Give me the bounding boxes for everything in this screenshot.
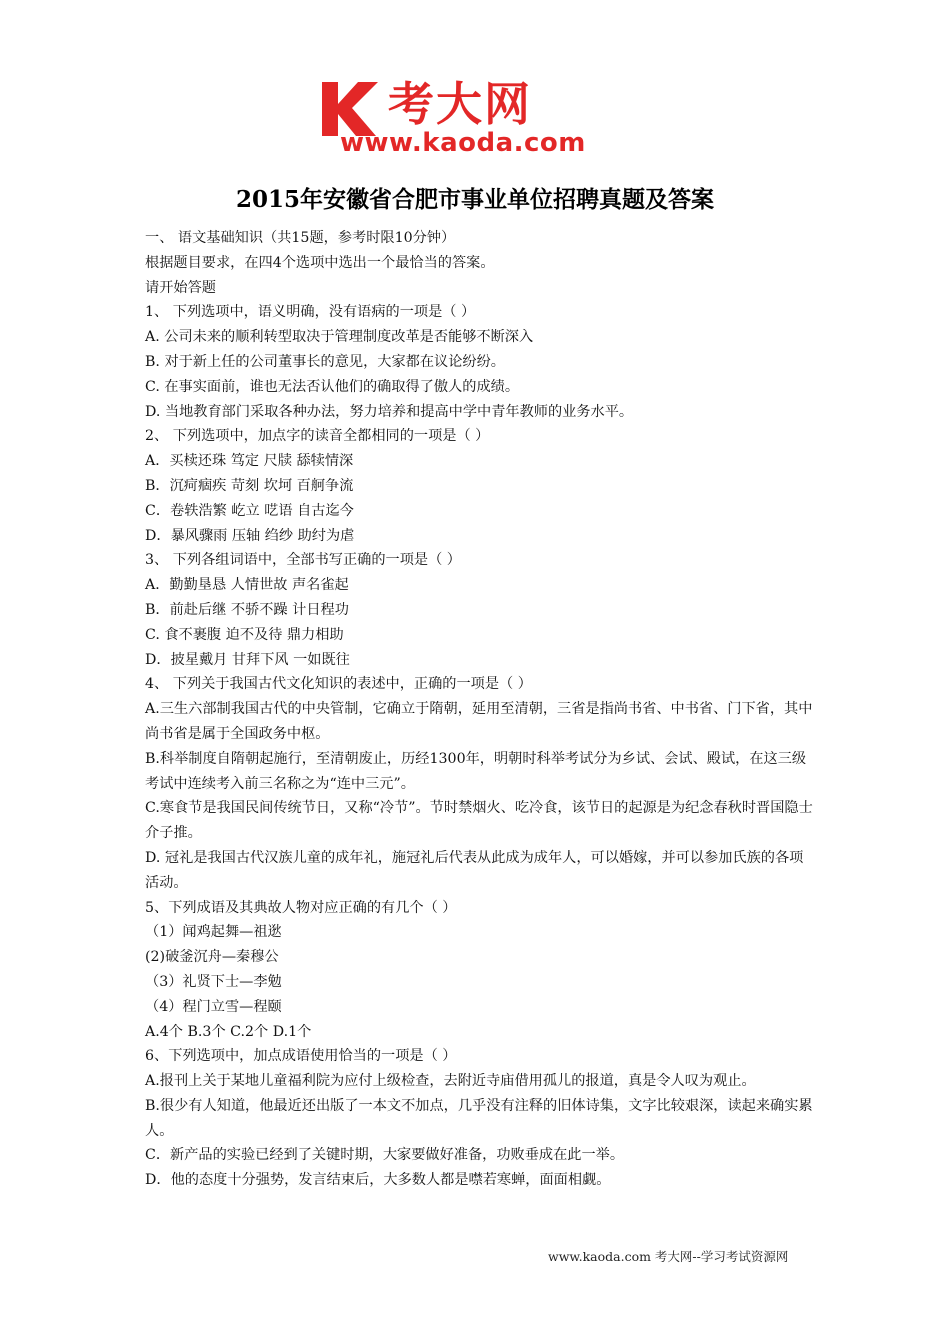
instruction-text: 根据题目要求，在四4个选项中选出一个最恰当的答案。 <box>145 254 495 271</box>
section-heading: 一、 语文基础知识（共15题，参考时限10分钟） <box>145 230 456 246</box>
option-text: （3）礼贤下士—李勉 <box>145 973 282 990</box>
footer-link[interactable]: www.kaoda.com 考大网--学习考试资源网 <box>548 1249 789 1264</box>
question-2: 2、 下列选项中，加点字的读音全都相同的一项是（ ） <box>145 428 490 445</box>
question-1: 1、 下列选项中，语义明确，没有语病的一项是（ ） <box>145 304 476 321</box>
option-text: B.科举制度自隋朝起施行，至清朝废止，历经1300年，明朝时科举考试分为乡试、会试、殿试，在这三级考试中连续考入前三名称之为“连中三元”。 <box>145 750 807 792</box>
instruction-text: 请开始答题 <box>145 279 216 296</box>
option-text: C. 食不裹腹 迫不及待 鼎力相助 <box>145 626 344 643</box>
exam-content <box>145 226 815 1193</box>
logo-url-text: www.kaoda.com <box>340 128 586 158</box>
option-text: A.报刊上关于某地儿童福利院为应付上级检查，去附近寺庙借用孤儿的报道，真是令人叹为观止。 <box>145 1073 756 1090</box>
question-3: 3、 下列各组词语中，全部书写正确的一项是（ ） <box>145 552 461 569</box>
option-text: D．他的态度十分强势，发言结束后，大多数人都是噤若寒蝉，面面相觑。 <box>145 1172 611 1189</box>
option-text: A．买椟还珠 笃定 尺牍 舔犊情深 <box>145 453 354 470</box>
option-text: A. 公司未来的顺利转型取决于管理制度改革是否能够不断深入 <box>145 329 534 346</box>
option-text: D．暴风骤雨 压轴 绉纱 助纣为虐 <box>145 527 355 544</box>
question-4: 4、 下列关于我国古代文化知识的表述中，正确的一项是（ ） <box>145 676 532 693</box>
option-text: (2)破釜沉舟—秦穆公 <box>145 949 279 966</box>
question-6: 6、下列选项中，加点成语使用恰当的一项是（ ） <box>145 1048 457 1065</box>
option-text: B．前赴后继 不骄不躁 计日程功 <box>145 601 349 618</box>
option-text: A.4个 B.3个 C.2个 D.1个 <box>145 1023 312 1040</box>
option-text: D．披星戴月 甘拜下风 一如既往 <box>145 651 350 668</box>
question-5: 5、下列成语及其典故人物对应正确的有几个（ ） <box>145 899 457 916</box>
page-title: 2015年安徽省合肥市事业单位招聘真题及答案 <box>235 186 714 213</box>
option-text: D. 当地教育部门采取各种办法，努力培养和提高中学中青年教师的业务水平。 <box>145 403 634 420</box>
option-text: （1）闻鸡起舞—祖逖 <box>145 924 282 941</box>
option-text: （4）程门立雪—程颐 <box>145 998 282 1015</box>
option-text: A.三生六部制我国古代的中央管制，它确立于隋朝，延用至清朝，三省是指尚书省、中书省、门下省，其中尚书省是属于全国政务中枢。 <box>145 701 813 742</box>
option-text: C.寒食节是我国民间传统节日，又称“冷节”。节时禁烟火、吃冷食，该节日的起源是为纪念春秋时晋国隐士介子推。 <box>145 800 813 842</box>
option-text: B．沉疴痼疾 苛刻 坎坷 百舸争流 <box>145 477 354 494</box>
option-text: C. 在事实面前，谁也无法否认他们的确取得了傲人的成绩。 <box>145 378 520 395</box>
kaoda-logo[interactable] <box>318 78 648 160</box>
option-text: D. 冠礼是我国古代汉族儿童的成年礼，施冠礼后代表从此成为成年人，可以婚嫁，并可以参加氏族的各项活动。 <box>145 849 804 891</box>
option-text: C．卷轶浩繁 屹立 呓语 自古迄今 <box>145 502 354 519</box>
option-text: B. 对于新上任的公司董事长的意见，大家都在议论纷纷。 <box>145 353 505 370</box>
option-text: C．新产品的实验已经到了关键时期，大家要做好准备，功败垂成在此一举。 <box>145 1147 625 1164</box>
logo-brand-text: 考大网 <box>388 77 532 131</box>
option-text: A．勤勤垦恳 人情世故 声名雀起 <box>145 577 349 594</box>
option-text: B.很少有人知道，他最近还出版了一本文不加点，几乎没有注释的旧体诗集，文字比较艰深，读起来确实累人。 <box>145 1097 813 1139</box>
